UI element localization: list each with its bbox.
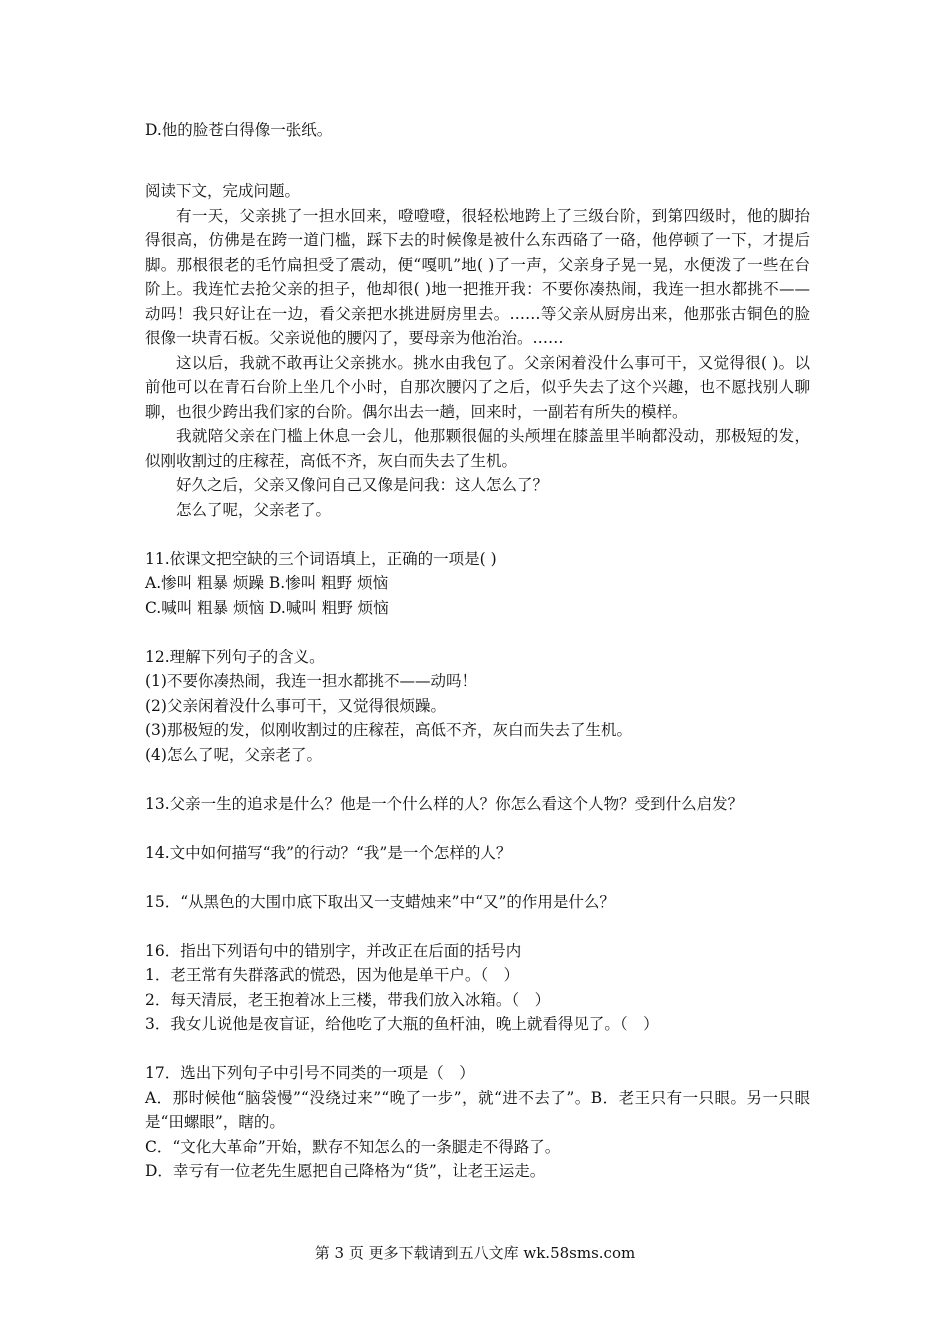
question-17-option-ab: A．那时候他“脑袋慢”“没绕过来”“晚了一步”，就“进不去了”。B．老王只有一只眼。另一只眼是“田螺眼”，瞎的。 <box>145 1088 810 1131</box>
document-page <box>145 118 810 1184</box>
question-15: 15．“从黑色的大围巾底下取出又一支蜡烛来”中“又”的作用是什么？ <box>145 892 615 911</box>
spacer <box>145 767 810 792</box>
question-12-item: (2)父亲闲着没什么事可干，又觉得很烦躁。 <box>145 696 446 715</box>
question-16-item: 3．我女儿说他是夜盲证，给他吃了大瓶的鱼杆油，晚上就看得见了。（ ） <box>145 1015 659 1033</box>
question-11-options: A.惨叫 粗暴 烦躁 B.惨叫 粗野 烦恼 <box>145 574 389 592</box>
spacer <box>145 1037 810 1062</box>
question-12-stem: 12.理解下列句子的含义。 <box>145 647 325 666</box>
reading-paragraph: 有一天，父亲挑了一担水回来，噔噔噔，很轻松地跨上了三级台阶，到第四级时，他的脚抬得很高，仿佛是在跨一道门槛，踩下去的时候像是被什么东西硌了一硌，他停顿了一下，才提后脚。那根很老的毛竹扁担受了震动，便“嘎叽”地( )了一声，父亲身子晃一晃，水便泼了一些在台阶上。我连忙去抢父亲的担子，他却很( )地一把推开我：不要你凑热闹，我连一担水都挑不——动吗！我只好让在一边，看父亲把水挑进厨房里去。……等父亲从厨房出来，他那张古铜色的脸很像一块青石板。父亲说他的腰闪了，要母亲为他治治。…… <box>145 206 810 347</box>
question-11-options: C.喊叫 粗暴 烦恼 D.喊叫 粗野 烦恼 <box>145 598 389 617</box>
question-11-stem: 11.依课文把空缺的三个词语填上，正确的一项是( ) <box>145 549 497 568</box>
question-12-item: (4)怎么了呢，父亲老了。 <box>145 745 322 764</box>
top-option-d: D.他的脸苍白得像一张纸。 <box>145 121 333 139</box>
question-16-item: 1．老王常有失群落武的慌恐，因为他是单干户。（ ） <box>145 966 520 984</box>
spacer <box>145 620 810 645</box>
reading-paragraph: 好久之后，父亲又像问自己又像是问我：这人怎么了？ <box>176 476 549 494</box>
reading-paragraph: 怎么了呢，父亲老了。 <box>176 500 332 519</box>
reading-paragraph: 我就陪父亲在门槛上休息一会儿，他那颗很倔的头颅埋在膝盖里半晌都没动，那极短的发，似刚收割过的庄稼茬，高低不齐，灰白而失去了生机。 <box>145 427 810 470</box>
question-17-stem: 17．选出下列句子中引号不同类的一项是（ ） <box>145 1064 475 1082</box>
question-16-item: 2．每天清辰，老王抱着冰上三楼，带我们放入冰箱。（ ） <box>145 990 551 1009</box>
spacer <box>145 522 810 547</box>
question-17-option-d: D．幸亏有一位老先生愿把自己降格为“货”，让老王运走。 <box>145 1162 546 1180</box>
question-12-item: (3)那极短的发，似刚收割过的庄稼茬，高低不齐，灰白而失去了生机。 <box>145 721 632 739</box>
reading-paragraph: 这以后，我就不敢再让父亲挑水。挑水由我包了。父亲闲着没什么事可干，又觉得很( )。以前他可以在青石台阶上坐几个小时，自那次腰闪了之后，似乎失去了这个兴趣，也不愿找别人聊聊，也很少跨出我们家的台阶。偶尔出去一趟，回来时，一副若有所失的模样。 <box>145 353 810 421</box>
spacer <box>145 816 810 841</box>
spacer <box>145 865 810 890</box>
spacer <box>145 914 810 939</box>
spacer <box>145 167 810 179</box>
question-13: 13.父亲一生的追求是什么？他是一个什么样的人？你怎么看这个人物？受到什么启发？ <box>145 794 744 813</box>
spacer <box>145 143 810 168</box>
question-16-stem: 16．指出下列语句中的错别字，并改正在后面的括号内 <box>145 941 522 960</box>
page-footer: 第 3 页 更多下载请到五八文库 wk.58sms.com <box>314 1244 636 1262</box>
question-14: 14.文中如何描写“我”的行动？“我”是一个怎样的人？ <box>145 843 512 862</box>
question-17-option-c: C．“文化大革命”开始，默存不知怎么的一条腿走不得路了。 <box>145 1137 561 1156</box>
reading-intro: 阅读下文，完成问题。 <box>145 182 301 200</box>
question-12-item: (1)不要你凑热闹，我连一担水都挑不——动吗！ <box>145 672 477 690</box>
